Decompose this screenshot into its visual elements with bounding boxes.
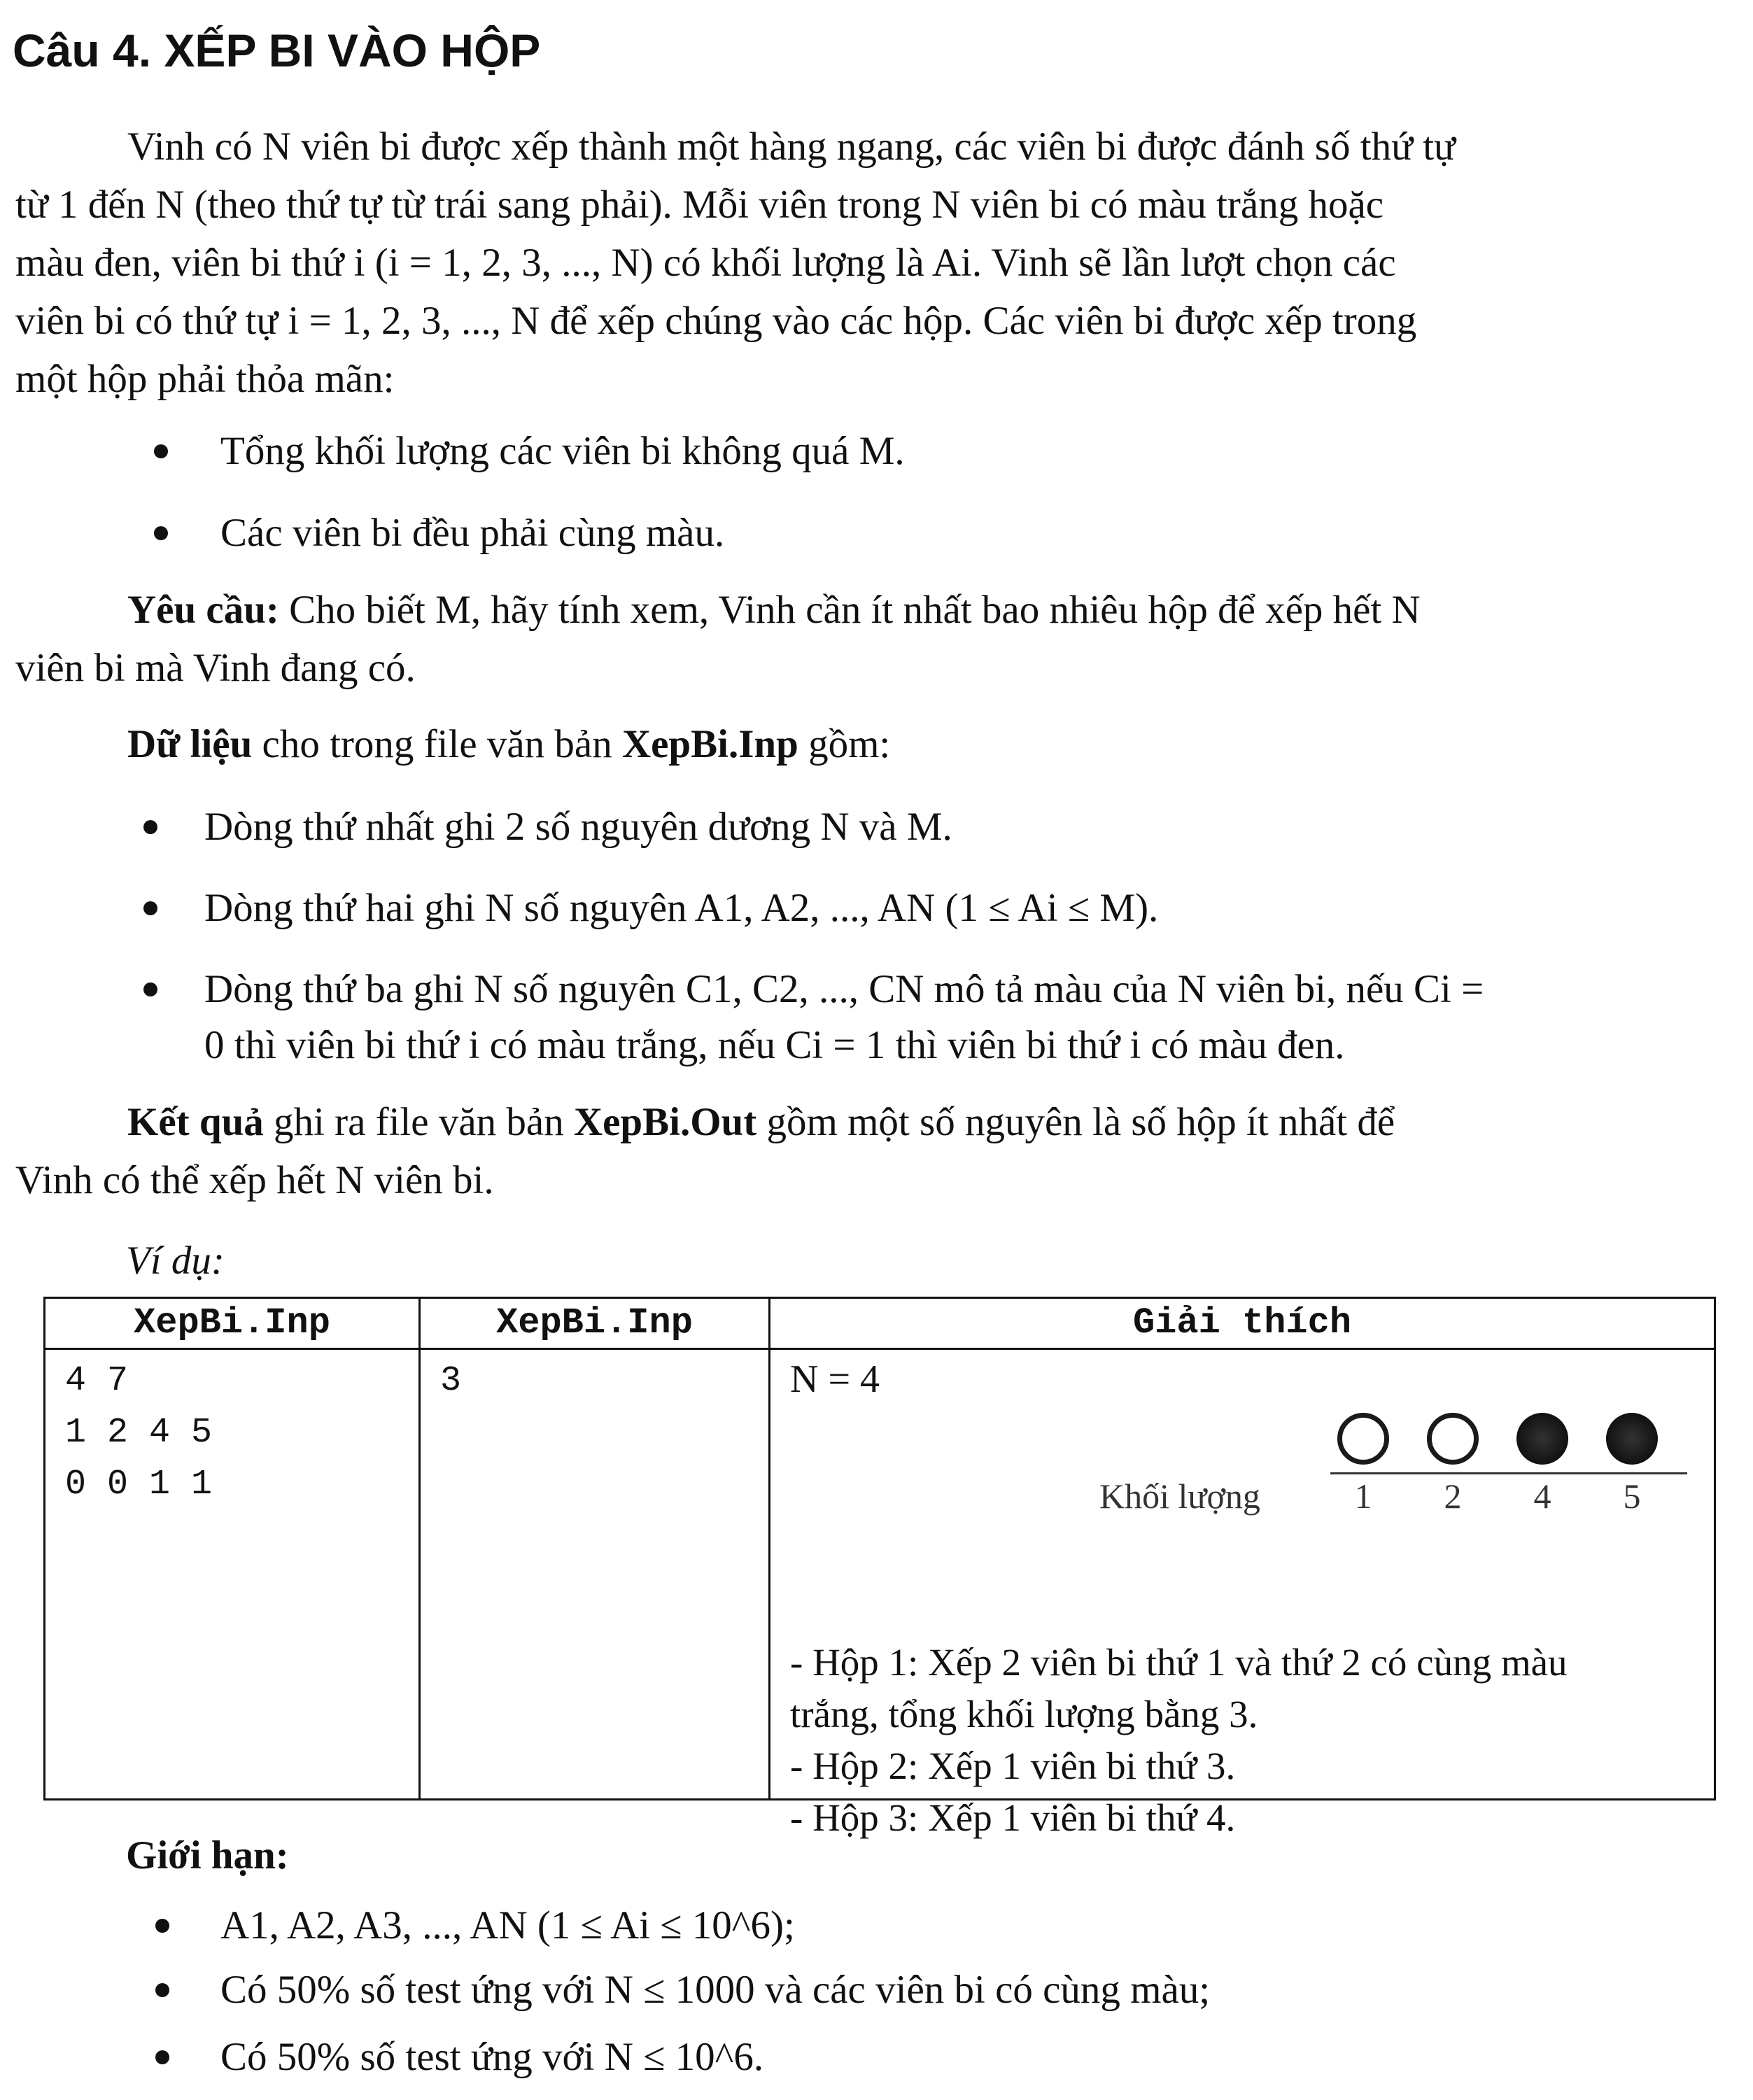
weight-value: 5: [1623, 1477, 1641, 1516]
input-item: Dòng thứ hai ghi N số nguyên A1, A2, ..., AN (1 ≤ Ai ≤ M).: [204, 886, 1159, 930]
white-marble-icon: [1427, 1413, 1479, 1465]
table-header: XepBi.Inp: [45, 1298, 420, 1349]
explain-n: N = 4: [790, 1358, 880, 1401]
intro-line: Vinh có N viên bi được xếp thành một hàng ngang, các viên bi được đánh số thứ tự: [127, 125, 1456, 169]
bullet-icon: [155, 1983, 169, 1997]
requirement-paragraph: [15, 581, 1737, 697]
requirement-text: viên bi mà Vinh đang có.: [15, 646, 416, 690]
requirement-text: Cho biết M, hãy tính xem, Vinh cần ít nhất bao nhiêu hộp để xếp hết N: [289, 588, 1421, 632]
explain-line: - Hộp 2: Xếp 1 viên bi thứ 3.: [790, 1745, 1236, 1787]
weight-value: 2: [1444, 1477, 1462, 1516]
problem-title: Câu 4. XẾP BI VÀO HỘP: [13, 24, 541, 76]
output-line: 3: [440, 1361, 462, 1401]
black-marble-icon: [1516, 1413, 1568, 1465]
limits-label: Giới hạn:: [126, 1833, 289, 1877]
requirement-label: Yêu cầu:: [127, 588, 279, 632]
input-label: Dữ liệu: [127, 722, 253, 766]
input-line: 4 7: [65, 1361, 129, 1401]
output-text: ghi ra file văn bản: [274, 1100, 564, 1144]
bullet-icon: [154, 526, 168, 540]
limit-item: Có 50% số test ứng với N ≤ 10^6.: [220, 2035, 764, 2079]
bullet-icon: [155, 1919, 169, 1933]
black-marble-icon: [1606, 1413, 1658, 1465]
intro-line: màu đen, viên bi thứ i (i = 1, 2, 3, ..., N) có khối lượng là Ai. Vinh sẽ lần lượt chọn các: [15, 241, 1396, 285]
limit-item: A1, A2, A3, ..., AN (1 ≤ Ai ≤ 10^6);: [220, 1903, 795, 1947]
weight-divider: [1330, 1472, 1687, 1474]
table-header: Giải thích: [770, 1298, 1715, 1349]
white-marble-icon: [1337, 1413, 1389, 1465]
explanation-text: [790, 1637, 1568, 1844]
condition-item: Các viên bi đều phải cùng màu.: [220, 511, 725, 555]
example-label: Ví dụ:: [126, 1239, 225, 1283]
input-item: 0 thì viên bi thứ i có màu trắng, nếu Ci = 1 thì viên bi thứ i có màu đen.: [204, 1023, 1345, 1067]
bullet-icon: [143, 982, 157, 996]
intro-line: viên bi có thứ tự i = 1, 2, 3, ..., N để xếp chúng vào các hộp. Các viên bi được xếp trong: [15, 299, 1417, 343]
output-text: Vinh có thể xếp hết N viên bi.: [15, 1158, 494, 1202]
bullet-icon: [154, 444, 168, 458]
explain-line: - Hộp 3: Xếp 1 viên bi thứ 4.: [790, 1796, 1236, 1839]
input-heading: [15, 715, 1737, 773]
output-file-name: XepBi.Out: [573, 1100, 757, 1144]
input-text: cho trong file văn bản: [262, 722, 612, 766]
weight-value: 4: [1533, 1477, 1551, 1516]
bullet-icon: [143, 901, 157, 915]
explain-line: trắng, tổng khối lượng bằng 3.: [790, 1693, 1258, 1735]
input-line: 0 0 1 1: [65, 1465, 213, 1504]
bullet-icon: [155, 2050, 169, 2064]
weight-label: Khối lượng: [1099, 1477, 1260, 1516]
input-file-name: XepBi.Inp: [621, 722, 798, 766]
input-text: gồm:: [808, 722, 891, 766]
input-item: Dòng thứ nhất ghi 2 số nguyên dương N và M.: [204, 805, 952, 849]
intro-line: một hộp phải thỏa mãn:: [15, 357, 395, 401]
weight-value: 1: [1354, 1477, 1372, 1516]
output-cell: [420, 1349, 770, 1800]
table-header: XepBi.Inp: [420, 1298, 770, 1349]
input-line: 1 2 4 5: [65, 1413, 213, 1453]
bullet-icon: [143, 820, 157, 834]
output-label: Kết quả: [127, 1100, 264, 1144]
limit-item: Có 50% số test ứng với N ≤ 1000 và các viên bi có cùng màu;: [220, 1968, 1211, 2012]
input-item: Dòng thứ ba ghi N số nguyên C1, C2, ..., CN mô tả màu của N viên bi, nếu Ci =: [204, 967, 1484, 1011]
explain-line: - Hộp 1: Xếp 2 viên bi thứ 1 và thứ 2 có cùng màu: [790, 1641, 1568, 1684]
output-text: gồm một số nguyên là số hộp ít nhất để: [766, 1100, 1395, 1144]
example-table: [43, 1297, 1716, 1839]
explanation-cell: [770, 1349, 1715, 1839]
input-cell: [45, 1349, 420, 1800]
intro-paragraph: [15, 118, 1737, 408]
output-paragraph: [15, 1093, 1737, 1209]
intro-line: từ 1 đến N (theo thứ tự từ trái sang phải). Mỗi viên trong N viên bi có màu trắng hoặc: [15, 183, 1384, 227]
condition-item: Tổng khối lượng các viên bi không quá M.: [220, 429, 905, 473]
